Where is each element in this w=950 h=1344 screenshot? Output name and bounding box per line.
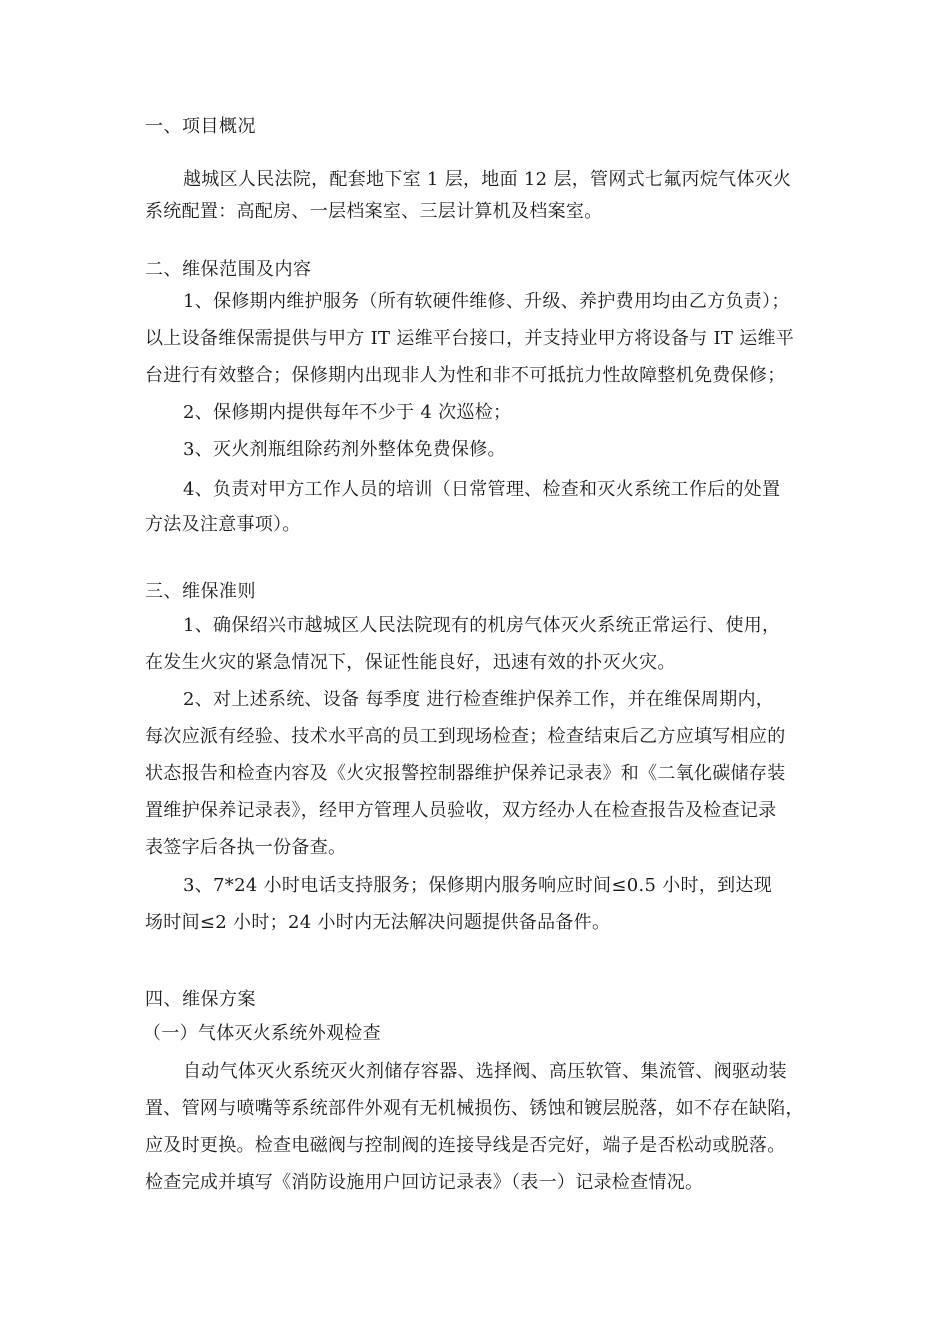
section-heading-overview: 一、项目概况 [145,116,256,137]
paragraph-line: 方法及注意事项）。 [145,514,301,535]
paragraph-line: 系统配置：高配房、一层档案室、三层计算机及档案室。 [145,201,603,222]
paragraph-line: 置维护保养记录表》，经甲方管理人员验收，双方经办人在检查报告及检查记录 [145,800,777,821]
paragraph-line: 场时间≤2 小时；24 小时内无法解决问题提供备品备件。 [145,912,611,933]
list-item: 2、保修期内提供每年不少于 4 次巡检； [183,402,512,423]
list-item: 4、负责对甲方工作人员的培训（日常管理、检查和灭火系统工作后的处置 [183,479,781,500]
paragraph-line: 以上设备维保需提供与甲方 IT 运维平台接口，并支持业甲方将设备与 IT 运维平 [145,328,795,349]
list-item: 1、确保绍兴市越城区人民法院现有的机房气体灭火系统正常运行、使用， [183,615,781,636]
section-heading-plan: 四、维保方案 [145,989,256,1010]
paragraph-line: 台进行有效整合；保修期内出现非人为性和非不可抵抗力性故障整机免费保修； [145,365,786,386]
list-item: 1、保修期内维护服务（所有软硬件维修、升级、养护费用均由乙方负责）； [183,291,790,312]
section-heading-principles: 三、维保准则 [145,581,256,602]
paragraph-line: 置、管网与喷嘴等系统部件外观有无机械损伤、锈蚀和镀层脱落，如不存在缺陷， [145,1098,804,1119]
paragraph-line: 状态报告和检查内容及《火灾报警控制器维护保养记录表》和《二氧化碳储存装 [145,763,786,784]
paragraph-line: 检查完成并填写《消防设施用户回访记录表》（表一）记录检查情况。 [145,1172,704,1193]
list-item: 3、7*24 小时电话支持服务；保修期内服务响应时间≤0.5 小时，到达现 [183,875,773,896]
list-item: 2、对上述系统、设备 每季度 进行检查维护保养工作，并在维保周期内， [183,689,775,710]
paragraph-line: 在发生火灾的紧急情况下，保证性能良好，迅速有效的扑灭火灾。 [145,652,676,673]
paragraph-line: 每次应派有经验、技术水平高的员工到现场检查；检查结束后乙方应填写相应的 [145,726,786,747]
paragraph-line: 应及时更换。检查电磁阀与控制阀的连接导线是否完好，端子是否松动或脱落。 [145,1135,786,1156]
section-heading-scope: 二、维保范围及内容 [145,259,312,280]
paragraph-line: 越城区人民法院，配套地下室 1 层，地面 12 层，管网式七氟丙烷气体灭火 [183,169,792,190]
sub-heading-appearance-check: （一）气体灭火系统外观检查 [143,1023,381,1044]
list-item: 3、灭火剂瓶组除药剂外整体免费保修。 [183,439,506,460]
paragraph-line: 自动气体灭火系统灭火剂储存容器、选择阀、高压软管、集流管、阀驱动装 [183,1061,787,1082]
paragraph-line: 表签字后各执一份备查。 [145,837,347,858]
